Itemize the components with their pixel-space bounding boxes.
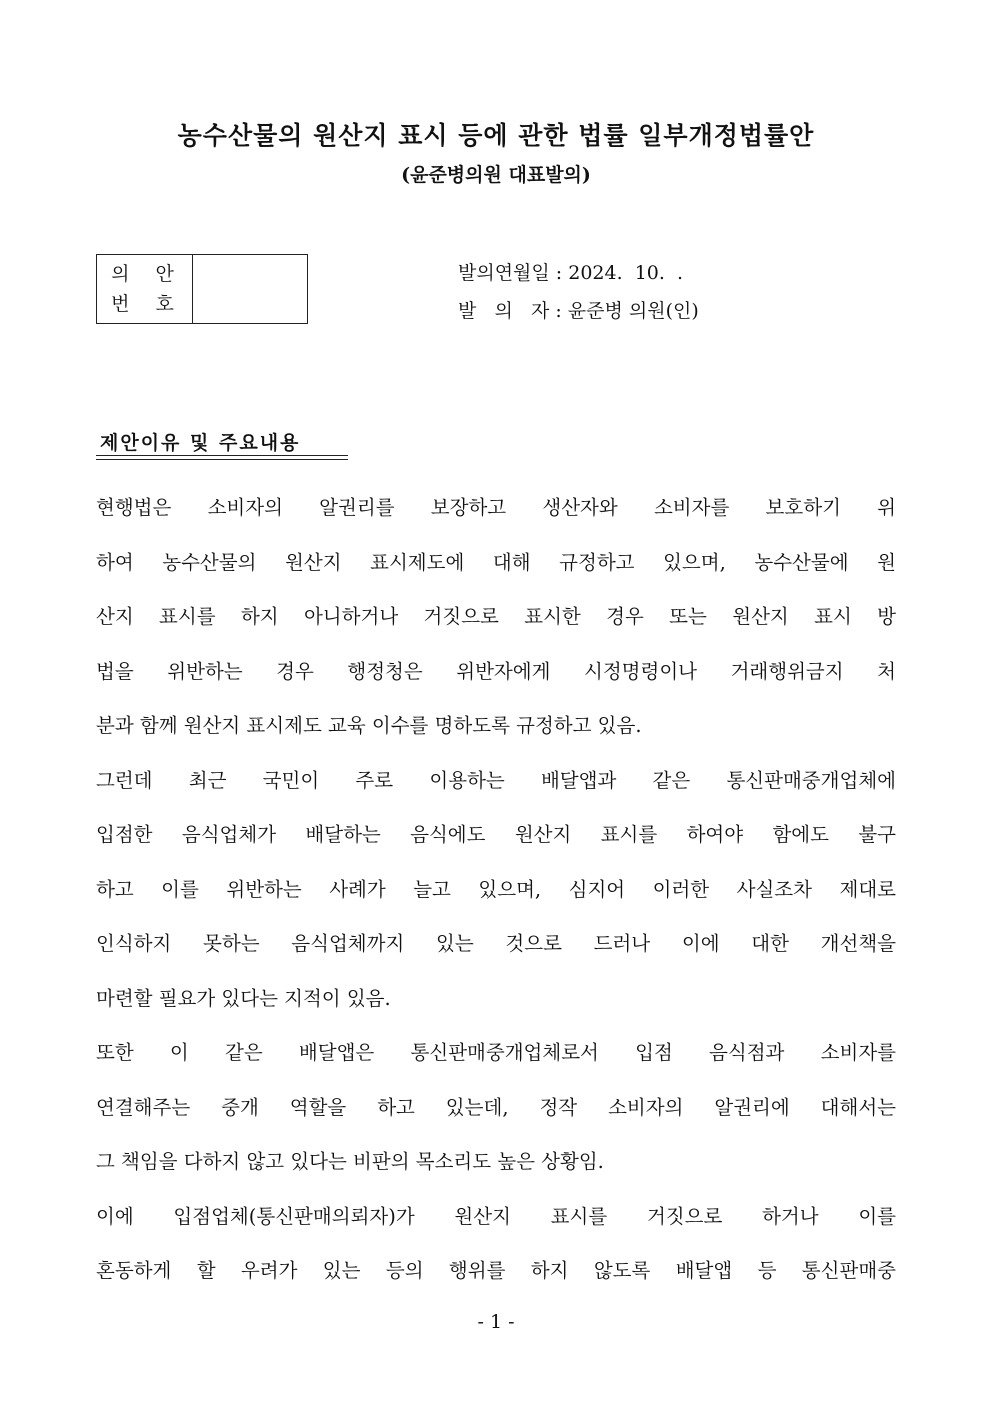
bill-number-box [96,254,308,324]
body-line: 또한 이 같은 배달앱은 통신판매중개업체로서 입점 음식점과 소비자를 [96,1041,896,1064]
body-line: 그런데 최근 국민이 주로 이용하는 배달앱과 같은 통신판매중개업체에 [96,768,896,792]
bill-number-label [97,255,193,323]
heading-double-underline [96,455,348,460]
bill-number-value [193,255,307,323]
page-number: - 1 - [477,1311,515,1333]
section-heading: 제안이유 및 주요내용 [100,432,301,454]
body-line: 연결해주는 중개 역할을 하고 있는데, 정작 소비자의 알권리에 대해서는 [96,1095,896,1119]
body-line: 입점한 음식업체가 배달하는 음식에도 원산지 표시를 하여야 함에도 불구 [96,823,896,846]
document-title: 농수산물의 원산지 표시 등에 관한 법률 일부개정법률안 [177,121,815,150]
document-subtitle: (윤준병의원 대표발의) [401,164,591,186]
body-line: 혼동하게 할 우려가 있는 등의 행위를 하지 않도록 배달앱 등 통신판매중 [96,1259,896,1282]
proposer: 발 의 자 : 윤준병 의원(인) [458,300,699,322]
body-line: 그 책임을 다하지 않고 있다는 비판의 목소리도 높은 상황임. [96,1150,604,1173]
body-line: 산지 표시를 하지 아니하거나 거짓으로 표시한 경우 또는 원산지 표시 방 [96,605,896,628]
body-line: 하여 농수산물의 원산지 표시제도에 대해 규정하고 있으며, 농수산물에 원 [96,550,896,574]
body-line: 현행법은 소비자의 알권리를 보장하고 생산자와 소비자를 보호하기 위 [96,496,896,519]
body-text [96,490,896,1308]
body-line: 이에 입점업체(통신판매의뢰자)가 원산지 표시를 거짓으로 하거나 이를 [96,1204,896,1228]
body-line: 마련할 필요가 있다는 지적이 있음. [96,986,391,1010]
body-line: 법을 위반하는 경우 행정청은 위반자에게 시정명령이나 거래행위금지 처 [96,659,896,683]
body-line: 분과 함께 원산지 표시제도 교육 이수를 명하도록 규정하고 있음. [96,714,642,737]
body-line: 하고 이를 위반하는 사례가 늘고 있으며, 심지어 이러한 사실조차 제대로 [96,877,896,901]
bill-number-label-line2: 번 호 [111,293,184,315]
bill-number-label-line1: 의 안 [111,263,184,285]
body-line: 인식하지 못하는 음식업체까지 있는 것으로 드러나 이에 대한 개선책을 [96,932,896,955]
proposal-date: 발의연월일 : 2024. 10. . [458,262,684,284]
